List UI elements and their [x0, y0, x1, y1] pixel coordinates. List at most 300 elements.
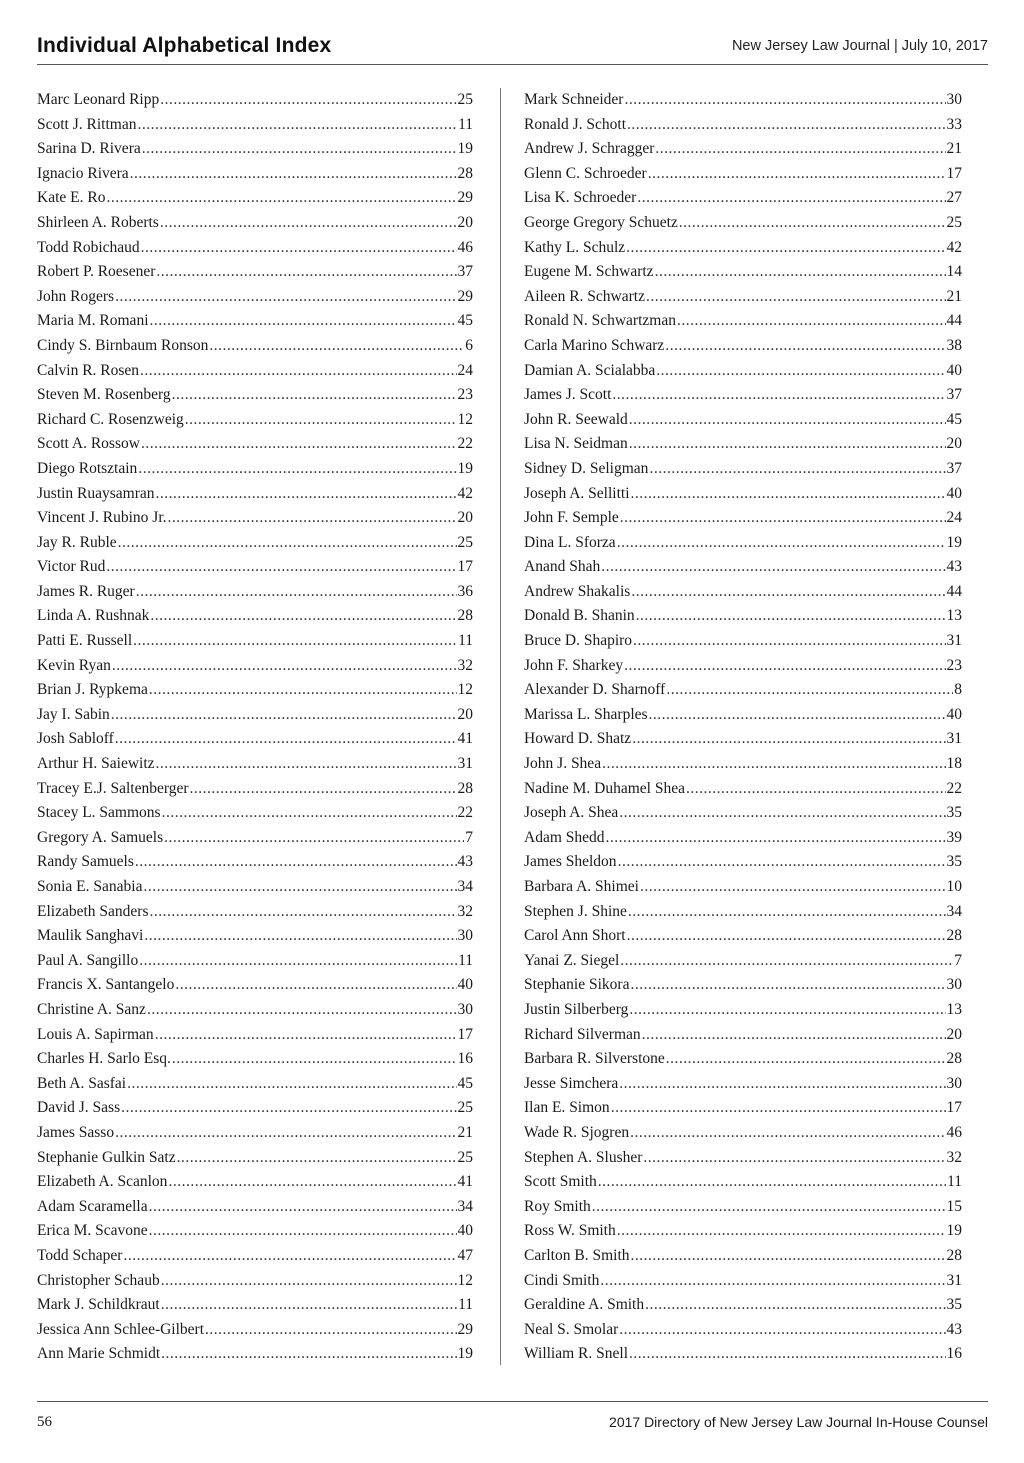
dot-leader	[666, 1047, 946, 1072]
index-entry	[524, 998, 962, 1023]
publication-info: New Jersey Law Journal | July 10, 2017	[731, 38, 988, 54]
entry-page: 21	[946, 287, 962, 305]
entry-page: 11	[947, 1173, 962, 1191]
index-entry	[37, 752, 473, 777]
entry-page: 16	[946, 1345, 962, 1363]
entry-name: Glenn C. Schroeder	[524, 164, 647, 182]
dot-leader	[637, 186, 945, 211]
dot-leader	[665, 334, 945, 359]
dot-leader	[646, 285, 946, 310]
dot-leader	[629, 432, 946, 457]
entry-page: 30	[946, 91, 962, 108]
index-entry	[524, 359, 962, 384]
entry-page: 8	[954, 681, 962, 699]
entry-name: Scott Smith	[524, 1173, 597, 1191]
dot-leader	[111, 703, 457, 728]
dot-leader	[127, 1072, 456, 1097]
dot-leader	[144, 924, 456, 949]
dot-leader	[633, 629, 945, 654]
entry-name: Sonia E. Sanabia	[37, 878, 143, 895]
dot-leader	[140, 359, 456, 384]
index-entry	[37, 1318, 473, 1343]
index-entry	[37, 1121, 473, 1146]
index-entry	[524, 383, 962, 408]
entry-page: 30	[457, 927, 473, 945]
entry-name: Anand Shah	[524, 558, 601, 576]
entry-name: Kathy L. Schulz	[524, 238, 626, 256]
index-entry	[524, 1293, 962, 1318]
index-entry	[524, 334, 962, 359]
dot-leader	[177, 1146, 457, 1171]
entry-name: Kevin Ryan	[37, 656, 111, 674]
entry-name: Cindy S. Birnbaum Ronson	[37, 336, 209, 354]
entry-page: 40	[946, 705, 962, 723]
entry-page: 44	[946, 582, 962, 600]
entry-name: Arthur H. Saiewitz	[37, 755, 155, 773]
index-entry	[37, 1293, 473, 1318]
entry-name: Cindi Smith	[524, 1271, 600, 1289]
entry-name: Steven M. Rosenberg	[37, 386, 171, 404]
entry-page: 29	[457, 189, 473, 207]
entry-page: 31	[457, 755, 473, 773]
index-entry	[37, 555, 473, 580]
entry-page: 20	[946, 435, 962, 453]
entry-page: 34	[457, 878, 473, 895]
dot-leader	[645, 1293, 945, 1318]
entry-page: 25	[946, 213, 962, 231]
entry-page: 20	[457, 213, 473, 231]
dot-leader	[162, 801, 457, 826]
index-column-right	[524, 88, 962, 1367]
entry-page: 17	[946, 164, 962, 182]
index-entry	[524, 727, 962, 752]
index-entry	[37, 211, 473, 236]
index-entry	[524, 1269, 962, 1294]
entry-page: 28	[457, 164, 473, 182]
dot-leader	[643, 1146, 945, 1171]
dot-leader	[630, 973, 945, 998]
index-entry	[524, 826, 962, 851]
entry-page: 45	[457, 312, 473, 330]
entry-page: 33	[946, 115, 962, 133]
index-entry	[524, 1342, 962, 1367]
entry-page: 35	[946, 804, 962, 822]
index-entry	[37, 113, 473, 138]
entry-page: 46	[457, 238, 473, 256]
index-entry	[37, 162, 473, 187]
entry-page: 42	[946, 238, 962, 256]
entry-name: Kate E. Ro	[37, 189, 106, 207]
page-number: 56	[37, 1414, 52, 1430]
index-entry	[37, 900, 473, 925]
dot-leader	[155, 1023, 457, 1048]
dot-leader	[118, 531, 457, 556]
entry-page: 40	[946, 484, 962, 502]
entry-page: 40	[457, 976, 473, 994]
entry-page: 31	[946, 730, 962, 748]
dot-leader	[115, 727, 457, 752]
entry-name: James R. Ruger	[37, 582, 135, 600]
dot-leader	[185, 408, 457, 433]
index-entry	[37, 998, 473, 1023]
entry-page: 45	[946, 410, 962, 428]
dot-leader	[602, 752, 945, 777]
entry-page: 20	[457, 705, 473, 723]
index-entry	[37, 777, 473, 802]
dot-leader	[592, 1195, 946, 1220]
entry-page: 30	[457, 1000, 473, 1018]
entry-name: Roy Smith	[524, 1197, 591, 1215]
entry-name: Bruce D. Shapiro	[524, 632, 633, 650]
index-entry	[524, 285, 962, 310]
index-entry	[524, 162, 962, 187]
index-entry	[524, 580, 962, 605]
entry-name: Stephen A. Slusher	[524, 1148, 643, 1166]
entry-name: John F. Sharkey	[524, 656, 624, 674]
dot-leader	[121, 1096, 456, 1121]
entry-page: 11	[458, 632, 473, 650]
entry-name: Erica M. Scavone	[37, 1222, 148, 1240]
entry-page: 46	[946, 1123, 962, 1141]
entry-name: John R. Seewald	[524, 410, 628, 428]
entry-page: 19	[946, 533, 962, 551]
dot-leader	[629, 1342, 946, 1367]
index-entry	[524, 629, 962, 654]
index-entry	[524, 850, 962, 875]
entry-name: Mark J. Schildkraut	[37, 1296, 160, 1314]
dot-leader	[172, 1047, 457, 1072]
entry-page: 21	[457, 1123, 473, 1141]
entry-page: 30	[946, 976, 962, 994]
entry-page: 31	[946, 632, 962, 650]
entry-name: Andrew J. Schragger	[524, 140, 655, 158]
index-entry	[524, 777, 962, 802]
dot-leader	[606, 826, 946, 851]
entry-name: Todd Schaper	[37, 1246, 123, 1264]
index-entry	[524, 211, 962, 236]
entry-page: 19	[457, 1345, 473, 1363]
index-entry	[524, 506, 962, 531]
entry-page: 19	[946, 1222, 962, 1240]
dot-leader	[649, 703, 946, 728]
entry-name: Mark Schneider	[524, 91, 624, 108]
index-entry	[524, 900, 962, 925]
index-entry	[37, 1096, 473, 1121]
entry-name: Paul A. Sangillo	[37, 951, 139, 969]
entry-name: Aileen R. Schwartz	[524, 287, 645, 305]
entry-page: 47	[457, 1246, 473, 1264]
entry-name: Richard Silverman	[524, 1025, 641, 1043]
index-entry	[524, 1195, 962, 1220]
dot-leader	[611, 1096, 946, 1121]
dot-leader	[106, 186, 456, 211]
dot-leader	[149, 900, 456, 925]
dot-leader	[636, 604, 946, 629]
entry-page: 25	[457, 1099, 473, 1117]
dot-leader	[628, 900, 946, 925]
index-entry	[524, 309, 962, 334]
entry-page: 35	[946, 1296, 962, 1314]
entry-name: Justin Ruaysamran	[37, 484, 155, 502]
dot-leader	[620, 506, 946, 531]
entry-page: 12	[457, 1271, 473, 1289]
index-entry	[524, 1219, 962, 1244]
dot-leader	[141, 236, 457, 261]
entry-page: 14	[946, 263, 962, 281]
entry-page: 11	[458, 115, 473, 133]
entry-page: 20	[457, 509, 473, 527]
entry-name: Scott A. Rossow	[37, 435, 140, 453]
index-entry	[37, 580, 473, 605]
entry-page: 22	[457, 435, 473, 453]
entry-name: Ronald J. Schott	[524, 115, 627, 133]
entry-name: Nadine M. Duhamel Shea	[524, 779, 685, 797]
entry-page: 28	[946, 927, 962, 945]
entry-name: Josh Sabloff	[37, 730, 114, 748]
dot-leader	[209, 334, 464, 359]
entry-name: Tracey E.J. Saltenberger	[37, 779, 189, 797]
entry-name: Linda A. Rushnak	[37, 607, 150, 625]
index-entry	[37, 973, 473, 998]
dot-leader	[612, 383, 945, 408]
entry-name: Charles H. Sarlo Esq.	[37, 1050, 171, 1068]
entry-name: Marc Leonard Ripp	[37, 91, 160, 108]
entry-page: 40	[457, 1222, 473, 1240]
index-entry	[524, 973, 962, 998]
index-entry	[524, 260, 962, 285]
entry-page: 45	[457, 1074, 473, 1092]
entry-name: Robert P. Roesener	[37, 263, 156, 281]
dot-leader	[164, 826, 464, 851]
dot-leader	[136, 580, 457, 605]
dot-leader	[133, 629, 457, 654]
index-entry	[37, 1170, 473, 1195]
index-entry	[37, 186, 473, 211]
index-entry	[37, 801, 473, 826]
entry-page: 11	[458, 1296, 473, 1314]
dot-leader	[123, 1244, 456, 1269]
index-entry	[524, 137, 962, 162]
entry-name: Shirleen A. Roberts	[37, 213, 159, 231]
index-entry	[37, 1023, 473, 1048]
dot-leader	[150, 604, 456, 629]
entry-name: John F. Semple	[524, 509, 619, 527]
dot-leader	[205, 1318, 456, 1343]
entry-page: 29	[457, 1320, 473, 1338]
entry-page: 7	[954, 951, 962, 969]
entry-name: Jay I. Sabin	[37, 705, 110, 723]
entry-page: 43	[946, 1320, 962, 1338]
dot-leader	[600, 1269, 945, 1294]
index-entry	[37, 1146, 473, 1171]
index-entry	[524, 1244, 962, 1269]
dot-leader	[617, 1219, 946, 1244]
index-entry	[37, 604, 473, 629]
entry-name: Sidney D. Seligman	[524, 459, 649, 477]
entry-page: 10	[946, 878, 962, 895]
entry-name: Yanai Z. Siegel	[524, 951, 620, 969]
index-entry	[524, 432, 962, 457]
dot-leader	[160, 88, 456, 113]
entry-page: 27	[946, 189, 962, 207]
entry-name: James Sasso	[37, 1123, 115, 1141]
dot-leader	[161, 1293, 457, 1318]
dot-leader	[149, 1195, 457, 1220]
entry-name: Vincent J. Rubino Jr.	[37, 509, 167, 527]
index-entry	[37, 1244, 473, 1269]
entry-name: Andrew Shakalis	[524, 582, 631, 600]
index-entry	[37, 88, 473, 113]
index-entry	[37, 1047, 473, 1072]
entry-page: 39	[946, 828, 962, 846]
entry-name: Stephen J. Shine	[524, 902, 627, 920]
dot-leader	[156, 482, 457, 507]
entry-page: 41	[457, 730, 473, 748]
index-entry	[524, 678, 962, 703]
index-entry	[524, 949, 962, 974]
index-entry	[524, 703, 962, 728]
dot-leader	[626, 236, 945, 261]
entry-page: 21	[946, 140, 962, 158]
entry-page: 13	[946, 607, 962, 625]
entry-page: 28	[457, 779, 473, 797]
entry-name: Francis X. Santangelo	[37, 976, 175, 994]
entry-name: Marissa L. Sharples	[524, 705, 648, 723]
directory-name: 2017 Directory of New Jersey Law Journal In-House Counsel	[609, 1414, 988, 1430]
index-entry	[37, 826, 473, 851]
entry-name: John Rogers	[37, 287, 115, 305]
dot-leader	[619, 801, 945, 826]
entry-name: Brian J. Rypkema	[37, 681, 148, 699]
page-title: Individual Alphabetical Index	[37, 34, 332, 57]
entry-page: 30	[946, 1074, 962, 1092]
entry-name: Randy Samuels	[37, 853, 134, 871]
entry-page: 17	[457, 1025, 473, 1043]
entry-name: Alexander D. Sharnoff	[524, 681, 666, 699]
dot-leader	[679, 211, 946, 236]
entry-name: Lisa K. Schroeder	[524, 189, 637, 207]
index-entry	[524, 408, 962, 433]
index-entry	[524, 555, 962, 580]
dot-leader	[620, 949, 953, 974]
entry-page: 25	[457, 91, 473, 108]
dot-leader	[175, 973, 456, 998]
entry-name: Todd Robichaud	[37, 238, 140, 256]
entry-page: 25	[457, 1148, 473, 1166]
entry-page: 6	[465, 336, 473, 354]
index-entry	[524, 186, 962, 211]
entry-page: 38	[946, 336, 962, 354]
dot-leader	[168, 1170, 456, 1195]
dot-leader	[648, 162, 946, 187]
dot-leader	[137, 113, 457, 138]
entry-name: Barbara R. Silverstone	[524, 1050, 665, 1068]
entry-name: Carol Ann Short	[524, 927, 626, 945]
entry-name: Elizabeth A. Scanlon	[37, 1173, 168, 1191]
entry-page: 19	[457, 140, 473, 158]
index-entry	[524, 531, 962, 556]
dot-leader	[640, 875, 946, 900]
entry-name: Sarina D. Rivera	[37, 140, 141, 158]
dot-leader	[619, 1072, 945, 1097]
entry-page: 13	[946, 1000, 962, 1018]
entry-page: 28	[457, 607, 473, 625]
entry-name: Barbara A. Shimei	[524, 878, 639, 895]
entry-page: 18	[946, 755, 962, 773]
entry-page: 17	[457, 558, 473, 576]
index-entry	[524, 801, 962, 826]
entry-name: Stacey L. Sammons	[37, 804, 161, 822]
dot-leader	[655, 137, 945, 162]
dot-leader	[619, 1318, 945, 1343]
dot-leader	[138, 457, 456, 482]
entry-name: Dina L. Sforza	[524, 533, 616, 551]
entry-name: Jay R. Ruble	[37, 533, 117, 551]
index-entry	[37, 1072, 473, 1097]
entry-page: 22	[457, 804, 473, 822]
entry-name: Neal S. Smolar	[524, 1320, 619, 1338]
dot-leader	[601, 555, 945, 580]
dot-leader	[156, 752, 457, 777]
index-entry	[37, 1195, 473, 1220]
dot-leader	[139, 949, 457, 974]
entry-page: 22	[946, 779, 962, 797]
dot-leader	[656, 359, 945, 384]
entry-page: 32	[946, 1148, 962, 1166]
dot-leader	[598, 1170, 946, 1195]
entry-name: Elizabeth Sanders	[37, 902, 149, 920]
entry-name: Ross W. Smith	[524, 1222, 616, 1240]
index-entry	[37, 309, 473, 334]
dot-leader	[630, 1121, 945, 1146]
entry-page: 36	[457, 582, 473, 600]
entry-page: 37	[946, 459, 962, 477]
index-entry	[37, 678, 473, 703]
index-entry	[524, 236, 962, 261]
index-entry	[524, 482, 962, 507]
entry-page: 32	[457, 902, 473, 920]
entry-name: Adam Shedd	[524, 828, 605, 846]
entry-page: 23	[457, 386, 473, 404]
dot-leader	[666, 678, 953, 703]
entry-page: 32	[457, 656, 473, 674]
entry-page: 12	[457, 681, 473, 699]
dot-leader	[172, 383, 457, 408]
dot-leader	[624, 88, 945, 113]
dot-leader	[632, 727, 945, 752]
index-entry	[524, 875, 962, 900]
index-entry	[37, 629, 473, 654]
index-entry	[37, 236, 473, 261]
index-entry	[524, 457, 962, 482]
index-entry	[37, 359, 473, 384]
dot-leader	[161, 1342, 456, 1367]
index-entry	[37, 408, 473, 433]
dot-leader	[627, 924, 946, 949]
index-entry	[524, 113, 962, 138]
entry-name: Calvin R. Rosen	[37, 361, 140, 379]
entry-page: 19	[457, 459, 473, 477]
index-entry	[524, 924, 962, 949]
index-entry	[37, 924, 473, 949]
entry-name: Wade R. Sjogren	[524, 1123, 630, 1141]
entry-page: 12	[457, 410, 473, 428]
dot-leader	[150, 309, 457, 334]
index-entry	[37, 137, 473, 162]
index-entry	[524, 1146, 962, 1171]
index-entry	[524, 1170, 962, 1195]
entry-page: 41	[457, 1173, 473, 1191]
